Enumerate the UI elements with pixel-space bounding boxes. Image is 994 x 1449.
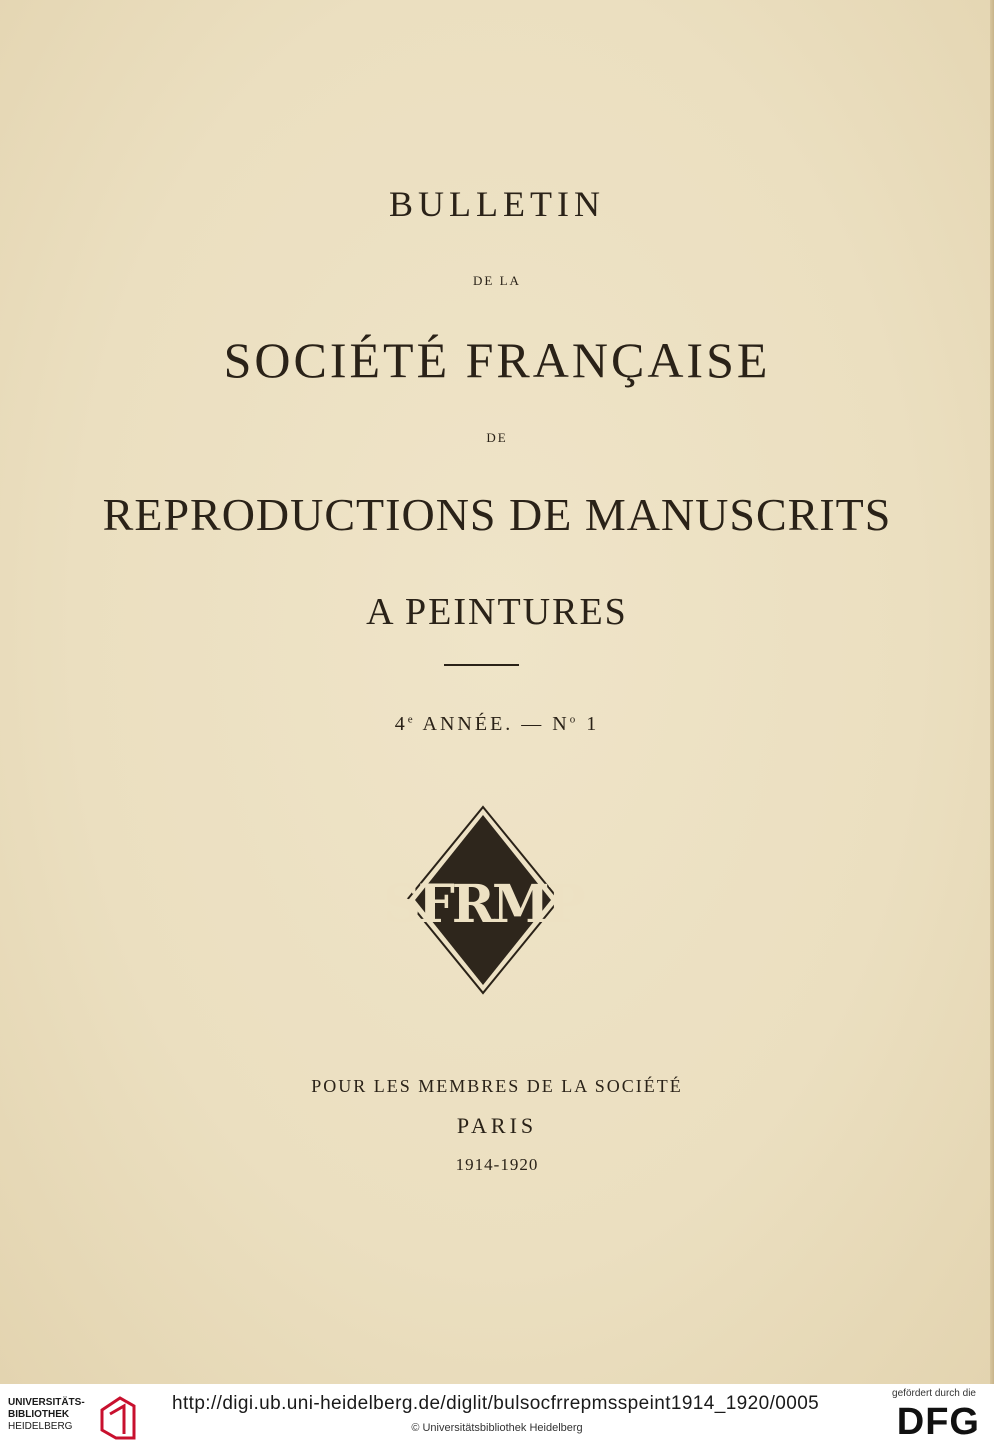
library-line-2: BIBLIOTHEK — [8, 1409, 70, 1420]
numero-value: 1 — [578, 713, 600, 735]
library-logo-icon — [98, 1394, 138, 1442]
issue-number — [0, 713, 994, 736]
permalink-url[interactable]: http://digi.ub.uni-heidelberg.de/diglit/bulsocfrrepmsspeint1914_1920/0005 — [172, 1393, 820, 1414]
divider-rule — [444, 664, 519, 666]
svg-text:SFRMP: SFRMP — [383, 874, 583, 935]
title-reproductions: REPRODUCTIONS DE MANUSCRITS — [102, 489, 892, 540]
society-monogram-logo — [383, 804, 583, 996]
place-paris: PARIS — [456, 1113, 538, 1138]
library-name — [8, 1397, 85, 1433]
title-de: DE — [486, 430, 508, 445]
title-bulletin: BULLETIN — [389, 184, 605, 224]
annee-number: 4 — [394, 713, 408, 735]
annee-superscript: e — [407, 713, 416, 726]
dfg-logo: DFG — [896, 1401, 980, 1443]
pour-les-membres: POUR LES MEMBRES DE LA SOCIÉTÉ — [311, 1076, 683, 1096]
funded-by-label: gefördert durch die — [892, 1388, 976, 1399]
footer-bar — [0, 1384, 994, 1449]
publication-years: 1914-1920 — [455, 1155, 539, 1174]
title-a-peintures: A PEINTURES — [366, 591, 628, 633]
copyright-text: © Universitätsbibliothek Heidelberg — [411, 1422, 583, 1434]
annee-label: ANNÉE. — N — [415, 713, 570, 735]
title-de-la: DE LA — [473, 273, 521, 288]
title-societe-francaise: SOCIÉTÉ FRANÇAISE — [223, 332, 771, 388]
numero-superscript: o — [569, 713, 579, 726]
library-line-3: HEIDELBERG — [8, 1421, 73, 1432]
library-line-1: UNIVERSITÄTS- — [8, 1397, 85, 1408]
